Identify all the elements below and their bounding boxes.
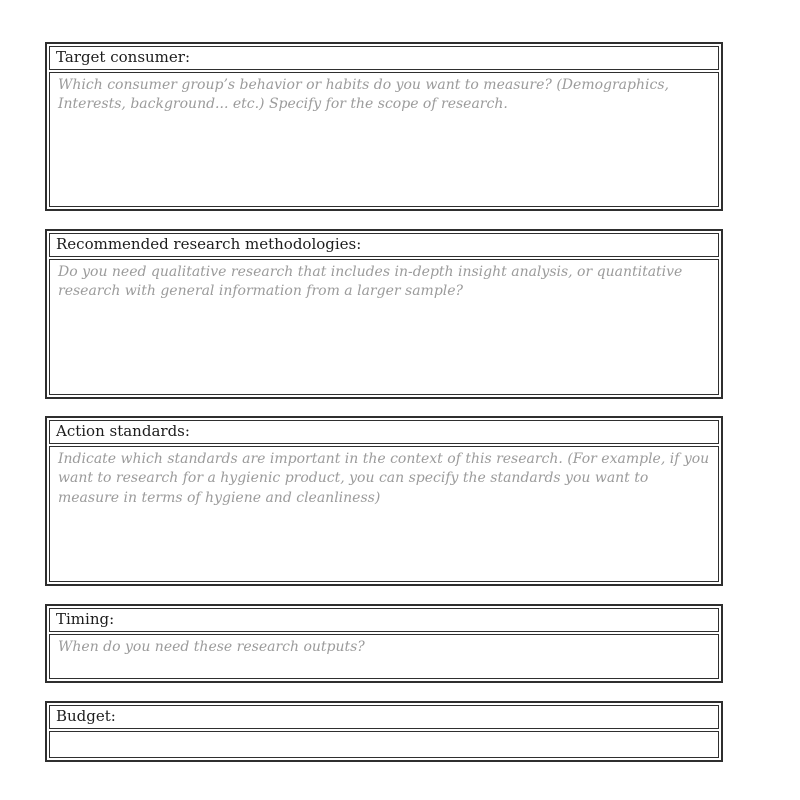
section-target-consumer	[45, 42, 723, 211]
section-budget	[45, 701, 723, 762]
section-target-consumer-header: Target consumer:	[49, 46, 719, 70]
timing-field[interactable]: When do you need these research outputs?	[49, 634, 719, 679]
research-brief-form	[45, 42, 723, 762]
section-budget-header: Budget:	[49, 705, 719, 729]
section-research-methodologies-header: Recommended research methodologies:	[49, 233, 719, 257]
action-standards-field[interactable]: Indicate which standards are important in the context of this research. (For example, if you want to research for a hygienic product, you can specify the standards you want to measure in terms of hygiene and cleanliness)	[49, 446, 719, 582]
section-timing	[45, 604, 723, 683]
budget-field[interactable]	[49, 731, 719, 758]
section-action-standards	[45, 416, 723, 586]
target-consumer-field[interactable]: Which consumer group’s behavior or habits do you want to measure? (Demographics, Interests, background... etc.) Specify for the scope of research.	[49, 72, 719, 207]
section-action-standards-header: Action standards:	[49, 420, 719, 444]
section-timing-header: Timing:	[49, 608, 719, 632]
research-methodologies-field[interactable]: Do you need qualitative research that includes in-depth insight analysis, or quantitative research with general information from a larger sample?	[49, 259, 719, 395]
section-research-methodologies	[45, 229, 723, 399]
